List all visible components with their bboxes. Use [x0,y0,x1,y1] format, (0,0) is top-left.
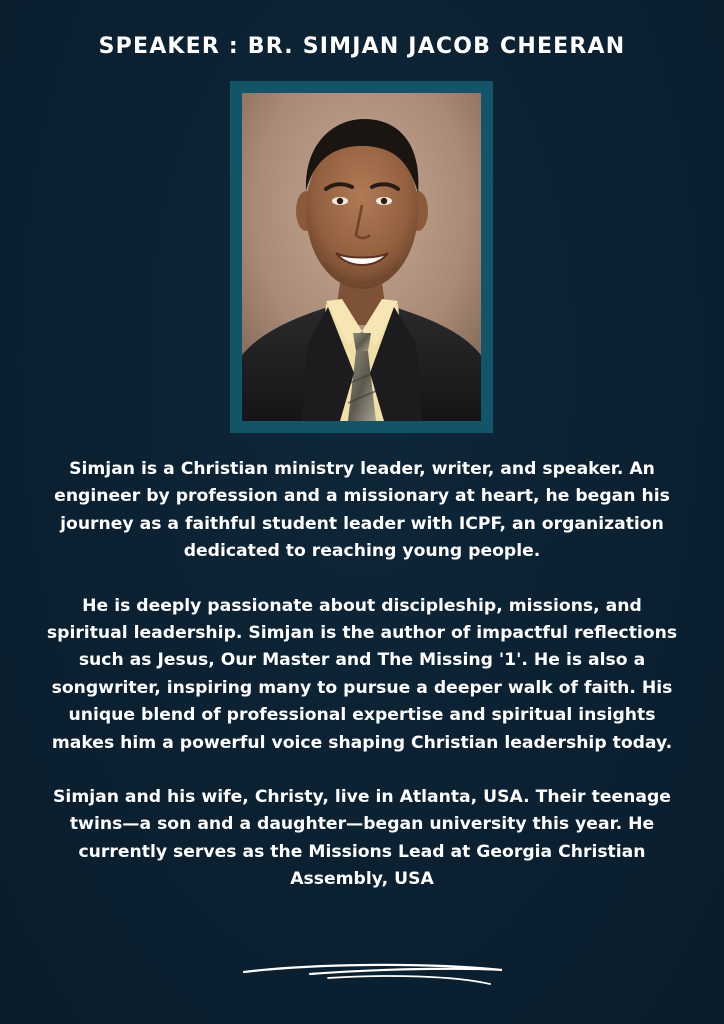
decorative-swoosh [240,958,510,992]
bio-paragraph-1: Simjan is a Christian ministry leader, writer, and speaker. An engineer by profession and a missionary at heart, he began his journey as a faithful student leader with ICPF, an organization dedicated to reaching young people. [54,459,670,562]
bio-paragraph-2: He is deeply passionate about discipleship, missions, and spiritual leadership. Simjan is the author of impactful reflections such as Jesus, Our Master and The Missing '1'. He is also a songwriter, inspiring many to pursue a deeper walk of faith. His unique blend of professional expertise and spiritual insights makes him a powerful voice shaping Christian leadership today. [46,595,678,753]
speaker-photo [242,93,481,421]
bio-paragraph-3: Simjan and his wife, Christy, live in Atlanta, USA. Their teenage twins—a son and a daughter—began university this year. He currently serves as the Missions Lead at Georgia Christian Assembly, USA [53,787,671,890]
speaker-photo-frame [230,81,493,433]
speaker-bio [40,456,684,894]
page-title: SPEAKER : BR. SIMJAN JACOB CHEERAN [98,34,626,59]
